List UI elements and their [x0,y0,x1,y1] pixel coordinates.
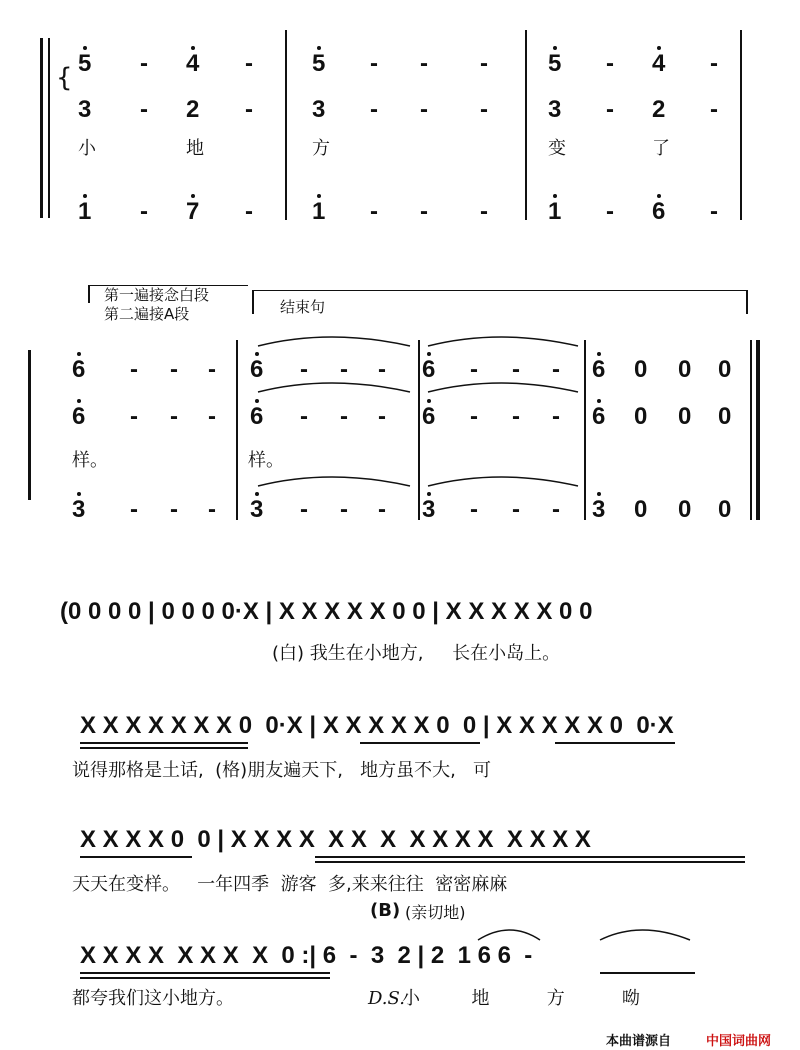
source-label: 本曲谱源自 [606,1034,672,1049]
note-6: 6 [250,403,264,430]
note-0: 0 [634,403,648,430]
dash-symbol: - [378,403,386,430]
note-0: 0 [718,403,732,430]
note-1: 1 [312,198,326,225]
lyric-char: 地 [186,138,204,159]
note-6: 6 [72,356,86,383]
dash-symbol: - [245,50,253,77]
dash-symbol: - [170,496,178,523]
dash-symbol: - [480,198,488,225]
underline [80,977,330,979]
underline [315,861,745,863]
dash-symbol: - [130,403,138,430]
note-5: 5 [548,50,562,77]
dash-symbol: - [170,356,178,383]
note-5: 5 [78,50,92,77]
lyric-char: 了 [652,138,670,159]
lyric-char: 小 [78,138,96,159]
dash-symbol: - [370,50,378,77]
dash-symbol: - [370,198,378,225]
note-5: 5 [312,50,326,77]
dash-symbol: - [512,356,520,383]
lyric-char: 变 [548,138,566,159]
note-3: 3 [592,496,606,523]
dash-symbol: - [140,50,148,77]
note-6: 6 [72,403,86,430]
note-0: 0 [678,496,692,523]
tie-curve [428,477,578,486]
dash-symbol: - [420,96,428,123]
dash-symbol: - [340,496,348,523]
dash-symbol: - [340,356,348,383]
section-marker: (B) [370,900,401,921]
note-6: 6 [592,356,606,383]
dash-symbol: - [208,403,216,430]
dash-symbol: - [512,403,520,430]
underline [80,742,248,744]
dash-symbol: - [470,403,478,430]
dash-symbol: - [130,356,138,383]
sung-lyrics-line-6: 小 地 方 呦 [402,988,640,1009]
note-0: 0 [634,356,648,383]
tie-curve [258,337,410,346]
dash-symbol: - [552,403,560,430]
dash-symbol: - [245,96,253,123]
dash-symbol: - [370,96,378,123]
rhythm-line-3: (0 0 0 0 | 0 0 0 0·X | X X X X X 0 0 | X X X X X 0 0 [60,598,593,625]
dash-symbol: - [552,356,560,383]
dash-symbol: - [710,198,718,225]
note-3: 3 [72,496,86,523]
dash-symbol: - [512,496,520,523]
dash-symbol: - [300,496,308,523]
note-3: 3 [548,96,562,123]
dash-symbol: - [470,496,478,523]
note-6: 6 [592,403,606,430]
dash-symbol: - [245,198,253,225]
underline [600,972,695,974]
rhythm-line-6: X X X X X X X X 0 :| 6 - 3 2 | 2 1 6 6 - [80,942,533,969]
note-0: 0 [678,403,692,430]
note-0: 0 [718,356,732,383]
underline [555,742,675,744]
dash-symbol: - [420,198,428,225]
system2-lyric-first: 样。 [72,450,108,471]
expression-marking: (亲切地) [405,903,466,922]
dash-symbol: - [710,50,718,77]
note-6: 6 [652,198,666,225]
dash-symbol: - [480,50,488,77]
slur-curve [600,930,690,940]
dash-symbol: - [606,96,614,123]
dash-symbol: - [300,403,308,430]
dash-symbol: - [606,198,614,225]
note-3: 3 [78,96,92,123]
dash-symbol: - [140,198,148,225]
note-6: 6 [422,403,436,430]
dal-segno-mark: D.S. [368,988,405,1009]
note-2: 2 [186,96,200,123]
underline [315,856,745,858]
underline [80,972,330,974]
dash-symbol: - [208,356,216,383]
underline [360,742,480,744]
dash-symbol: - [606,50,614,77]
brace-icon: { [56,63,73,93]
dash-symbol: - [140,96,148,123]
note-7: 7 [186,198,200,225]
note-2: 2 [652,96,666,123]
spoken-text-line-3: (白) 我生在小地方, 长在小岛上。 [272,643,561,664]
note-1: 1 [78,198,92,225]
volta-label-first: 第一遍接念白段 [104,286,210,304]
spoken-text-line-6: 都夸我们这小地方。 [72,988,234,1009]
note-3: 3 [250,496,264,523]
note-1: 1 [548,198,562,225]
note-0: 0 [678,356,692,383]
dash-symbol: - [420,50,428,77]
underline [80,747,248,749]
dash-symbol: - [130,496,138,523]
source-site: 中国词曲网 [706,1034,772,1049]
dash-symbol: - [710,96,718,123]
note-4: 4 [652,50,666,77]
rhythm-line-5: X X X X 0 0 | X X X X X X X X X X X X X X X [80,826,591,853]
volta-label-second: 第二遍接A段 [104,305,190,323]
dash-symbol: - [470,356,478,383]
tie-curve [258,383,410,392]
note-0: 0 [718,496,732,523]
dash-symbol: - [208,496,216,523]
note-4: 4 [186,50,200,77]
dash-symbol: - [170,403,178,430]
dash-symbol: - [340,403,348,430]
note-0: 0 [634,496,648,523]
tie-curve [428,337,578,346]
spoken-text-line-5: 天天在变样。 一年四季 游客 多,来来往往 密密麻麻 [72,874,508,895]
dash-symbol: - [378,496,386,523]
rhythm-line-4: X X X X X X X 0 0·X | X X X X X 0 0 | X X X X X 0 0·X [80,712,674,739]
slur-curve [478,930,540,940]
system2-lyric-second: 样。 [248,450,284,471]
dash-symbol: - [552,496,560,523]
note-3: 3 [312,96,326,123]
underline [80,856,192,858]
note-6: 6 [250,356,264,383]
lyric-char: 方 [312,138,330,159]
spoken-text-line-4: 说得那格是土话, (格)朋友遍天下, 地方虽不大, 可 [72,760,491,781]
tie-curve [428,383,578,392]
note-3: 3 [422,496,436,523]
dash-symbol: - [378,356,386,383]
note-6: 6 [422,356,436,383]
ending-label: 结束句 [280,298,326,316]
dash-symbol: - [300,356,308,383]
tie-curve [258,477,410,486]
dash-symbol: - [480,96,488,123]
